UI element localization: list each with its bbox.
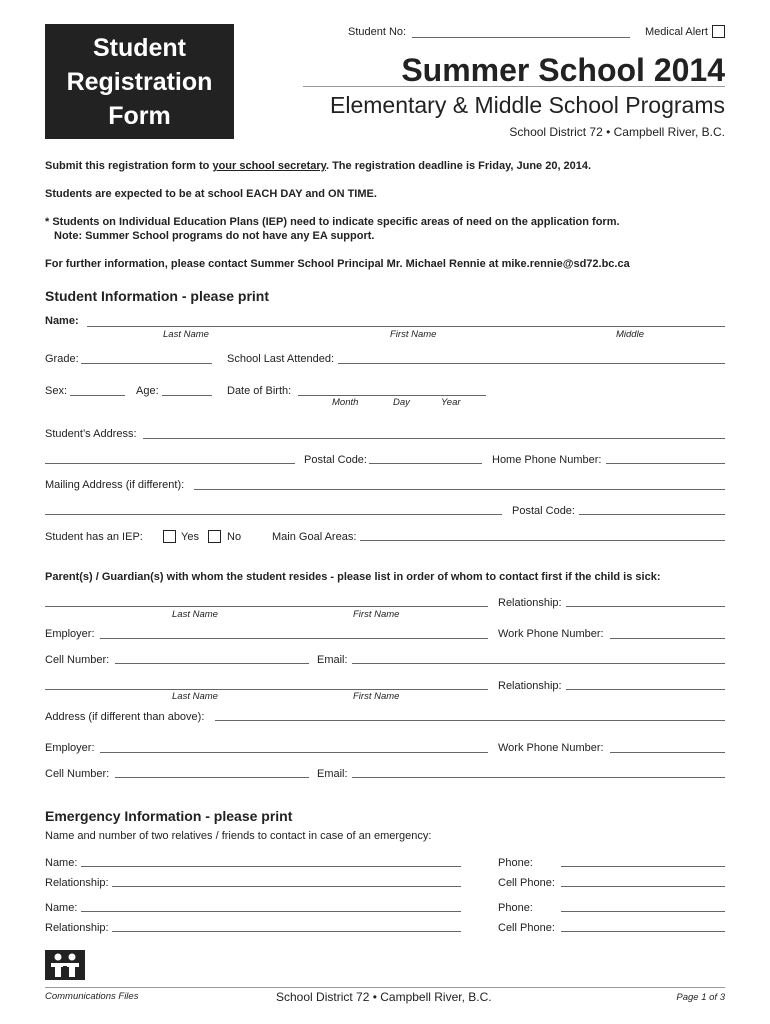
parent2-employer-field[interactable] xyxy=(100,752,488,753)
parent2-email-label: Email: xyxy=(317,768,348,780)
instruction-ea: Note: Summer School programs do not have any EA support. xyxy=(54,230,375,242)
parent1-relationship-label: Relationship: xyxy=(498,597,562,609)
emergency1-name-field[interactable] xyxy=(81,866,461,867)
parent2-name-field[interactable] xyxy=(45,689,488,690)
name-label: Name: xyxy=(45,315,79,327)
middle-caption: Middle xyxy=(616,329,644,340)
parent1-cell-field[interactable] xyxy=(115,663,309,664)
instruction-contact: For further information, please contact Summer School Principal Mr. Michael Rennie at mike.rennie@sd72.bc.ca xyxy=(45,258,630,270)
medical-alert-label: Medical Alert xyxy=(645,26,708,38)
age-label: Age: xyxy=(136,385,159,397)
parent1-work-phone-field[interactable] xyxy=(610,638,725,639)
form-title-line-3: Form xyxy=(108,101,171,130)
emergency2-phone-field[interactable] xyxy=(561,911,725,912)
parent1-email-field[interactable] xyxy=(352,663,725,664)
iep-yes-checkbox[interactable] xyxy=(163,530,176,543)
parent1-name-field[interactable] xyxy=(45,606,488,607)
emergency2-relationship-field[interactable] xyxy=(112,931,461,932)
mailing-address-field-2[interactable] xyxy=(45,514,502,515)
home-phone-field[interactable] xyxy=(606,463,725,464)
emergency2-phone-label: Phone: xyxy=(498,902,533,914)
footer-district: School District 72 • Campbell River, B.C. xyxy=(276,990,492,1004)
parent1-employer-field[interactable] xyxy=(100,638,488,639)
student-address-label: Student’s Address: xyxy=(45,428,137,440)
month-caption: Month xyxy=(332,397,359,408)
parent2-cell-field[interactable] xyxy=(115,777,309,778)
sex-field[interactable] xyxy=(70,395,125,396)
day-caption: Day xyxy=(393,397,410,408)
student-no-label: Student No: xyxy=(348,26,407,38)
year-caption: Year xyxy=(441,397,461,408)
instruction-deadline xyxy=(45,160,591,172)
postal-code-field[interactable] xyxy=(369,463,482,464)
emergency-heading: Emergency Information - please print xyxy=(45,808,293,824)
parent2-first-name-caption: First Name xyxy=(353,691,400,702)
emergency2-name-field[interactable] xyxy=(81,911,461,912)
subtitle: Elementary & Middle School Programs xyxy=(330,92,725,118)
parent1-cell-label: Cell Number: xyxy=(45,654,110,666)
iep-label: Student has an IEP: xyxy=(45,531,143,543)
school-last-attended-label: School Last Attended: xyxy=(227,353,335,365)
emergency1-relationship-label: Relationship: xyxy=(45,877,109,889)
mailing-postal-code-field[interactable] xyxy=(579,514,725,515)
student-info-heading: Student Information - please print xyxy=(45,288,270,304)
main-goal-field[interactable] xyxy=(360,540,725,541)
parent2-work-phone-label: Work Phone Number: xyxy=(498,742,604,754)
instruction-text: Submit this registration form to xyxy=(45,160,213,172)
last-name-caption: Last Name xyxy=(163,329,209,340)
student-no-field[interactable] xyxy=(412,37,630,38)
student-address-field-2[interactable] xyxy=(45,463,295,464)
parent1-first-name-caption: First Name xyxy=(353,609,400,620)
parent2-last-name-caption: Last Name xyxy=(172,691,218,702)
school-last-attended-field[interactable] xyxy=(338,363,725,364)
first-name-caption: First Name xyxy=(390,329,437,340)
emergency-intro: Name and number of two relatives / friends to contact in case of an emergency: xyxy=(45,830,432,842)
student-address-field[interactable] xyxy=(143,438,725,439)
postal-code-label: Postal Code: xyxy=(304,454,367,466)
footer-rule xyxy=(45,987,725,988)
parent1-employer-label: Employer: xyxy=(45,628,95,640)
name-field[interactable] xyxy=(87,326,725,327)
iep-yes-label: Yes xyxy=(181,531,199,543)
form-title-line-1: Student xyxy=(92,33,187,62)
communications-files: Communications Files xyxy=(45,991,139,1002)
emergency2-relationship-label: Relationship: xyxy=(45,922,109,934)
parent2-address-label: Address (if different than above): xyxy=(45,711,205,723)
emergency1-name-label: Name: xyxy=(45,857,78,869)
form-title-line-2: Registration xyxy=(66,67,213,96)
iep-no-label: No xyxy=(227,531,242,543)
parent2-relationship-field[interactable] xyxy=(566,689,725,690)
parent2-employer-label: Employer: xyxy=(45,742,95,754)
two-people-logo-icon xyxy=(45,950,85,980)
parent2-cell-label: Cell Number: xyxy=(45,768,110,780)
emergency1-cell-field[interactable] xyxy=(561,886,725,887)
district-header: School District 72 • Campbell River, B.C. xyxy=(509,125,725,139)
sex-label: Sex: xyxy=(45,385,68,397)
form-title-block xyxy=(45,24,234,139)
home-phone-label: Home Phone Number: xyxy=(492,454,602,466)
main-goal-label: Main Goal Areas: xyxy=(272,531,357,543)
parent1-relationship-field[interactable] xyxy=(566,606,725,607)
emergency2-cell-label: Cell Phone: xyxy=(498,922,555,934)
mailing-address-label: Mailing Address (if different): xyxy=(45,479,185,491)
parent1-last-name-caption: Last Name xyxy=(172,609,218,620)
instruction-text: . The registration deadline is Friday, June 20, 2014. xyxy=(325,160,592,172)
mailing-address-field[interactable] xyxy=(194,489,725,490)
parent1-email-label: Email: xyxy=(317,654,348,666)
age-field[interactable] xyxy=(162,395,212,396)
instruction-iep: * Students on Individual Education Plans (IEP) need to indicate specific areas of need on the application form. xyxy=(45,216,620,228)
emergency1-cell-label: Cell Phone: xyxy=(498,877,555,889)
parents-heading: Parent(s) / Guardian(s) with whom the student resides - please list in order of whom to contact first if the child is sick: xyxy=(45,571,661,583)
dob-label: Date of Birth: xyxy=(227,385,292,397)
emergency1-phone-field[interactable] xyxy=(561,866,725,867)
mailing-postal-code-label: Postal Code: xyxy=(512,505,575,517)
instruction-attendance: Students are expected to be at school EACH DAY and ON TIME. xyxy=(45,188,377,200)
emergency2-name-label: Name: xyxy=(45,902,78,914)
page-number: Page 1 of 3 xyxy=(676,992,725,1003)
parent2-email-field[interactable] xyxy=(352,777,725,778)
parent1-work-phone-label: Work Phone Number: xyxy=(498,628,604,640)
parent2-relationship-label: Relationship: xyxy=(498,680,562,692)
iep-no-checkbox[interactable] xyxy=(208,530,221,543)
grade-field[interactable] xyxy=(81,363,212,364)
grade-label: Grade: xyxy=(45,353,79,365)
main-title: Summer School 2014 xyxy=(401,52,725,88)
emergency1-relationship-field[interactable] xyxy=(112,886,461,887)
parent2-work-phone-field[interactable] xyxy=(610,752,725,753)
dob-field[interactable] xyxy=(298,395,486,396)
medical-alert-checkbox[interactable] xyxy=(712,25,725,38)
parent2-address-field[interactable] xyxy=(215,720,725,721)
emergency2-cell-field[interactable] xyxy=(561,931,725,932)
emergency1-phone-label: Phone: xyxy=(498,857,533,869)
secretary-text: your school secretary xyxy=(212,160,326,172)
